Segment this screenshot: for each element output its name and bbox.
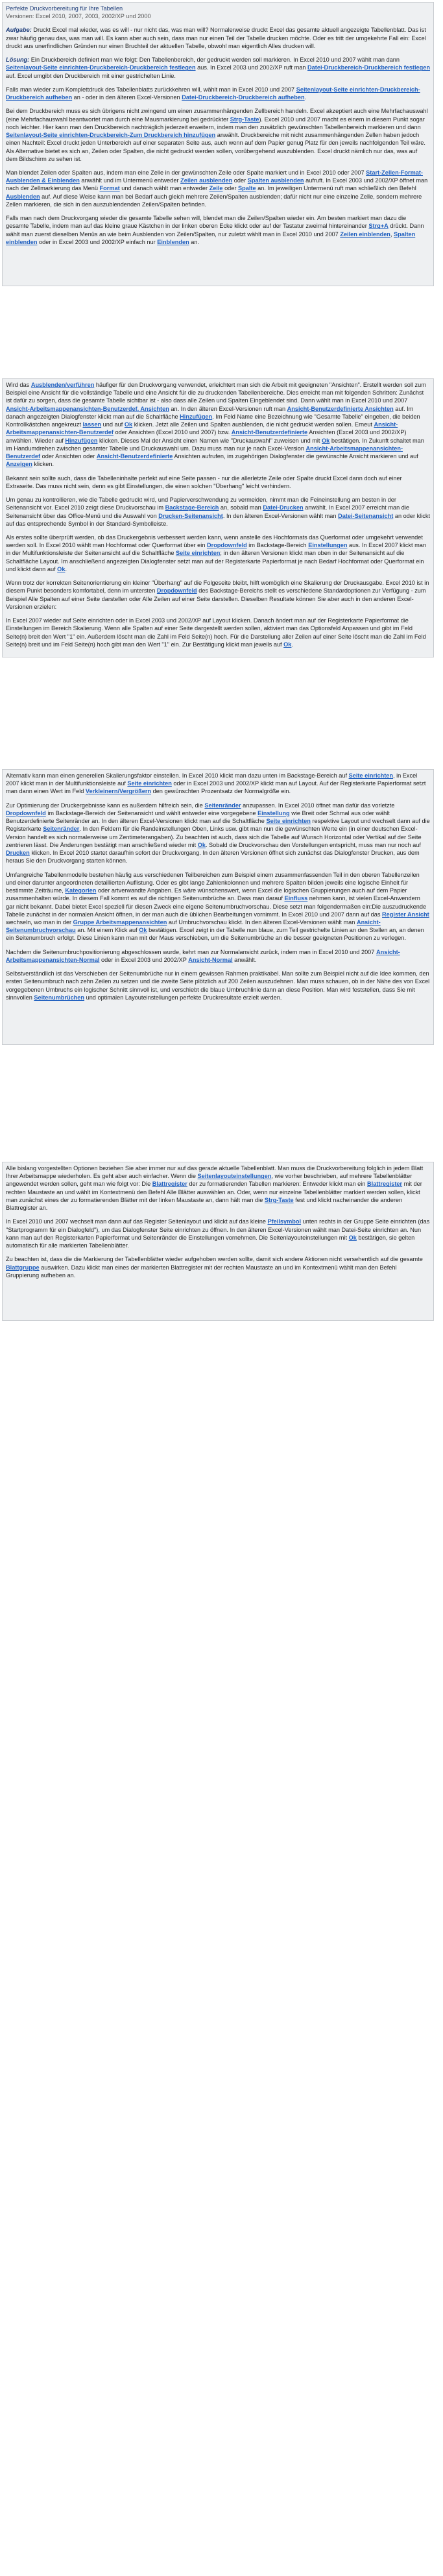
body-text: wechseln, wo man in der [6, 918, 73, 926]
menu-path-link[interactable]: Ausblenden [6, 193, 40, 200]
body-text: aufruft. In Excel 2003 und 2002/XP öffnet man nach der Zellmarkierung das Menü [6, 177, 428, 192]
menu-path-link[interactable]: Einfluss [284, 895, 308, 902]
body-text: , in Excel 2007 klickt man in der Multifunktionsleiste auf [6, 772, 418, 787]
body-text: Zu beachten ist, dass die die Markierung der Tabellenblätter wieder aufgehoben werden sollte, damit sich andere Aktionen nicht versehentlich auf die gesamte [6, 1256, 423, 1263]
body-text: . In den älteren Excel-Versionen wählt man [222, 512, 339, 519]
body-text: Alternativ kann man einen generellen Skalierungsfaktor einstellen. In Excel 2010 klickt man dazu unten im Backstage-Bereich auf [6, 772, 349, 779]
body-text: aus. In Excel 2007 klickt man in der Multifunktionsleiste der Seitenansicht auf die Schaltfläche [6, 542, 427, 557]
body-text: . [304, 94, 307, 101]
body-text: . In den Feldern für die Randeinstellungen Oben, Links usw. gibt man nun die gewünschten Werte ein (in einer deutschen Excel-Version handelt es sich normalerweise um Zentimeterangaben). Zu beachten ist auch, dass sich die Tabelle auf Wunsch Horizontal oder Vertikal auf der Seite zentrieren lässt. Die Änderungen bestätigt man anschließend wieder mit [6, 826, 422, 848]
paragraph [6, 214, 430, 246]
body-text: anwählt. In Excel 2007 erreicht man die Seitenansicht über das Office-Menü und die Auswahl von [6, 504, 410, 519]
menu-path-link[interactable]: Backstage-Bereich [165, 504, 219, 511]
paragraph [6, 474, 430, 490]
body-text: aus. In Excel 2003 und 2002/XP ruft man [195, 64, 308, 71]
menu-path-link[interactable]: Spalte [238, 185, 256, 192]
menu-path-link[interactable]: Seitenränder [204, 802, 241, 809]
menu-path-link[interactable]: Strg-Taste [230, 116, 259, 123]
paragraph [6, 107, 430, 163]
paragraph [6, 948, 430, 964]
menu-path-link[interactable]: Einstellung [257, 809, 290, 816]
paragraph [6, 802, 430, 865]
paragraph [6, 169, 430, 208]
body-text: Wenn trotz der korrekten Seitenorientierung ein kleiner "Überhang" auf die Folgeseite bleibt, hilft womöglich eine Skalierung der Druckausgabe. Excel 2010 ist in diesem Punkt besonders komfortabel, denn im untersten [6, 580, 429, 595]
menu-path-link[interactable]: Pfeilsymbol [267, 1218, 302, 1225]
body-text: Man blendet Zeilen oder Spalten aus, indem man eine Zelle in der gewünschten Zeile oder Spalte markiert und in Excel 2010 oder 2007 [6, 169, 366, 176]
body-text: und auf [101, 421, 125, 428]
menu-path-link[interactable]: Ok [124, 421, 133, 428]
body-text: Falls man wieder zum Komplettdruck des Tabellenblatts zurückkehren will, wählt man in Excel 2010 und 2007 [6, 86, 296, 93]
body-text: an. Mit einem Klick auf [75, 927, 139, 934]
menu-path-link[interactable]: Einblenden [157, 238, 189, 245]
body-text: Zur Optimierung der Druckergebnisse kann es außerdem hilfreich sein, die [6, 802, 205, 809]
paragraph [6, 534, 430, 573]
body-text: anzupassen. In Excel 2010 öffnet man dafür das vorletzte [241, 802, 395, 809]
paragraph-label: Aufgabe: [6, 27, 32, 34]
menu-path-link[interactable]: Drucken-Seitenansicht [158, 512, 223, 519]
menu-path-link[interactable]: Strg+A [368, 223, 389, 230]
body-text: an. Im jeweiligen Untermenü ruft man schließlich den Befehl [256, 185, 416, 192]
body-text: klicken. Jetzt alle Zeilen und Spalten ausblenden, die nicht gedruckt werden sollen. Erneut [132, 421, 374, 428]
menu-path-link[interactable]: Seitenlayout-Seite einrichten-Druckbereich-Druckbereich aufheben [6, 86, 420, 101]
menu-path-link[interactable]: Seitenlayout-Seite einrichten-Druckbereich-Druckbereich festlegen [6, 64, 196, 71]
whitespace-gap-3 [2, 1045, 434, 1162]
body-text: In Excel 2007 wieder auf Seite einrichten oder in Excel 2003 und 2002/XP auf Layout klicken. Danach ändert man auf der Registerkarte Papierformat die Einstellungen im Bereich Skalierung. Wenn alle Spalten auf einer Seite dargestellt werden sollen, aktiviert man das Optionsfeld Anpassen und gibt im Feld Seite(n) breit den Wert "1" ein. Außerdem löscht man die Zahl im Feld Seite(n) hoch. Für die Darstellung aller Zeilen auf einer Seite löscht man die Zahl im Feld Seite(n) breit und im Feld Seite(n) hoch gibt man den Wert "1" ein. Zur Bestätigung klickt man jeweils auf [6, 617, 426, 648]
body-text: auf. Im danach angezeigten Dialogfenster klickt man auf die Schaltfläche [6, 405, 414, 420]
menu-path-link[interactable]: Format [99, 185, 120, 192]
menu-path-link[interactable]: Anzeigen [6, 461, 32, 468]
article-section-3 [2, 769, 434, 1045]
menu-path-link[interactable]: Dropdownfeld [206, 542, 247, 549]
menu-path-link[interactable]: Einstellungen [308, 542, 348, 549]
body-text: klicken. In Excel 2010 startet daraufhin sofort der Druckvorgang. In den älteren Versionen öffnet sich zunächst das Dialogfenster Drucken, aus dem heraus Sie den Druckvorgang starten können. [6, 850, 420, 865]
menu-path-link[interactable]: Start-Zellen-Format-Ausblenden & Einblenden [6, 169, 423, 184]
paragraph [6, 496, 430, 528]
body-text: , [390, 230, 394, 238]
menu-path-link[interactable]: Strg-Taste [264, 1196, 294, 1203]
body-text: oder [232, 177, 248, 184]
body-text: klicken. [32, 461, 54, 468]
article-section-4 [2, 1162, 434, 1321]
body-text: auf. Excel umgibt den Druckbereich mit einer gestrichelten Linie. [6, 72, 176, 79]
menu-path-link[interactable]: Ansicht-Normal [188, 956, 233, 963]
menu-path-link[interactable]: Ansicht-Seitenumbruchvorschau [6, 918, 381, 934]
body-text: oder in Excel 2003 und 2002/XP einfach nur [37, 238, 158, 245]
menu-path-link[interactable]: Seitenränder [43, 826, 80, 833]
version-info: Versionen: Excel 2010, 2007, 2003, 2002/XP und 2000 [6, 13, 151, 20]
body-text: Nachdem die Seitenumbruchpositionierung abgeschlossen wurde, kehrt man zur Normalansicht zurück, indem man in Excel 2010 und 2007 [6, 948, 376, 955]
menu-path-link[interactable]: Seite einrichten [266, 818, 311, 825]
section-4-text [6, 1164, 430, 1279]
menu-path-link[interactable]: Seitenumbrüchen [34, 994, 85, 1001]
body-text: auf. Auf diese Weise kann man bei Bedarf auch gleich mehrere Zeilen/Spalten ausblenden; dafür nicht nur eine einzelne Zelle, sondern mehrere Zellen markieren, die sich in den auszublendenden Zeilen/Spalten befinden. [6, 193, 422, 208]
body-text: oder artverwandte Angaben. Es wäre wünschenswert, wenn Excel die logischen Gruppierungen auch auf dem Papier zusammenhalten würde. In diesem Fall kommt es auf die richtigen Seitenumbrüche an. Dass man darauf [6, 887, 407, 902]
article-section-2 [2, 378, 434, 657]
body-text: nehmen kann, ist vielen Excel-Anwendern gar nicht bekannt. Dabei bietet Excel speziell für diesen Zweck eine eigene Seitenumbruchvorschau. Diese setzt man folgendermaßen ein:Die auszudruckende Tabelle zunächst in der normalen Ansicht öffnen, in der man auch die üblichen Bearbeitungen vornimmt. In Excel 2010 und 2007 dann auf das [6, 895, 427, 918]
body-text: In Excel 2010 und 2007 wechselt man dann auf das Register Seitenlayout und klickt auf das kleine [6, 1218, 268, 1225]
menu-path-link[interactable]: Zeilen einblenden [340, 230, 390, 238]
menu-path-link[interactable]: Blattgruppe [6, 1264, 40, 1271]
body-text: an, sobald man [219, 504, 263, 511]
body-text: respektive Layout und wechselt dann auf die Registerkarte [6, 818, 430, 833]
body-text: oder in Excel 2003 und 2002/XP klickt man auf Layout. Auf der Registerkarte Papierformat setzt man dann einen Wert im Feld [6, 780, 426, 795]
body-text: an - oder in den älteren Excel-Versionen [72, 94, 182, 101]
body-text: und danach wählt man entweder [119, 185, 210, 192]
body-text: klicken. Dieses Mal der Ansicht einen Namen wie "Druckauswahl" zuweisen und mit [97, 437, 322, 444]
body-text: Um genau zu kontrollieren, wie die Tabelle gedruckt wird, und Papierverschwendung zu vermeiden, nimmt man die Feineinstellung am besten in der Seitenansicht vor. Excel 2010 zeigt diese Druckvorschau im [6, 497, 396, 511]
menu-path-link[interactable]: Datei-Druckbereich-Druckbereich aufheben [182, 94, 305, 101]
body-text: bestätigen. In Zukunft schaltet man im Handumdrehen zwischen gesamter Tabelle und Druckauswahl um. Dazu muss man nur je nach Excel-Version [6, 437, 424, 452]
body-text: Falls man nach dem Druckvorgang wieder die gesamte Tabelle sehen will, blendet man die Zeilen/Spalten wieder ein. Am besten markiert man dazu die gesamte Tabelle, indem man auf das kleine graue Kästchen in der linken oberen Ecke klickt oder auf der Tastatur zweimal hintereinander [6, 215, 407, 230]
menu-path-link[interactable]: Blattregister [152, 1181, 187, 1188]
menu-path-link[interactable]: Ok [283, 641, 292, 648]
page-bottom-whitespace [2, 1321, 434, 2576]
body-text: Alle bislang vorgestellten Optionen beziehen Sie aber immer nur auf das gerade aktuelle Tabellenblatt. Man muss die Druckvorbereitung folglich in jedem Blatt Ihrer Arbeitsmappe wiederholen. Es geht aber auch einfacher. Wenn die [6, 1165, 424, 1180]
body-text: bestätigen. Excel zeigt in der Tabelle nun blaue, zum Teil gestrichelte Linien an den Stellen an, an denen ein Seitenumbruch erfolgt. Diese Linien kann man mit der Maus verschieben, um die Seitenumbrüche an die besser geeigneten Positionen zu verlegen. [6, 927, 424, 942]
paragraph [6, 871, 430, 942]
section-2-text [6, 381, 430, 648]
menu-path-link[interactable]: Hinzufügen [180, 413, 213, 420]
menu-path-link[interactable]: Dropdownfeld [156, 587, 197, 595]
body-text: anwählt und im Untermenü entweder [79, 177, 181, 184]
body-text: im Backstage-Bereich [246, 542, 309, 549]
body-text: ). Excel 2010 und 2007 macht es einem in diesem Punkt sogar noch leichter. Hier kann man den Druckbereich nachträglich jederzeit erweitern, indem man den zusätzlich gewünschten Tabellenbereich markieren und dann [6, 116, 425, 130]
paragraph [6, 56, 430, 80]
section-3-text [6, 772, 430, 1001]
menu-path-link[interactable]: Spalten einblenden [6, 230, 416, 245]
menu-path-link[interactable]: Gruppe Arbeitsmappenansichten [73, 918, 167, 926]
paragraph-label: Lösung: [6, 56, 30, 64]
whitespace-gap-1 [2, 286, 434, 378]
menu-path-link[interactable]: Spalten ausblenden [247, 177, 304, 184]
paragraph [6, 1255, 430, 1279]
body-text: Bei dem Druckbereich muss es sich übrigens nicht zwingend um einen zusammenhängenden Zellbereich handeln. Excel akzeptiert auch eine Mehrfachauswahl (eine Mehrfachauswahl beantwortet man durch eine Mausmarkierung bei gedrückter [6, 108, 428, 123]
menu-path-link[interactable]: lassen [82, 421, 102, 428]
paragraph [6, 772, 430, 796]
body-text: im Backstage-Bereich der Seitenansicht und wählt entweder eine vorgegebene [45, 809, 258, 816]
body-text: der zu formatierenden Tabellen markieren: Entweder klickt man ein [187, 1181, 367, 1188]
paragraph [6, 381, 430, 469]
body-text: anwählt. Druckbereiche mit nicht zusammenhängenden Zellen haben jedoch einen Nachteil: Excel druckt jeden Unterbereich auf einer separaten Seite aus, auch wenn auf dem Papier genug Platz für den jeweils nachfolgenden Teil wäre. Als Alternative bietet es sich an, Zeilen oder Spalten, die nicht gedruckt werden sollen, vorübergehend auszublenden. Excel druckt nämlich nur das, was auf dem Bildschirm zu sehen ist. [6, 132, 425, 162]
body-text: auswirken. Dazu klickt man eines der markierten Blattregister mit der rechten Maustaste an und im Kontextmenü wählt man den Befehl Gruppierung aufheben an. [6, 1264, 397, 1279]
body-text: oder in Excel 2003 und 2002/XP [99, 956, 189, 963]
menu-path-link[interactable]: Verkleinern/Vergrößern [85, 788, 152, 795]
body-text: Bekannt sein sollte auch, dass die Tabelleninhalte perfekt auf eine Seite passen - nur die allerletzte Zeile oder Spalte druckt Excel dann doch auf einer Extraseite. Das muss nicht sein, denn es gibt Einstellungen, die einen solchen "Überhang" leicht verhindern. [6, 474, 402, 489]
body-text: Als erstes sollte überprüft werden, ob das Druckergebnis verbessert werden kann, wenn anstelle des Hochformats das Querformat oder umgekehrt verwendet werden soll. In Excel 2010 wählt man Hochformat oder Querformat über ein [6, 534, 423, 549]
body-text: . Im Feld Name eine Bezeichnung wie "Gesamte Tabelle" eingeben, die beiden Kontrollkästchen angekreuzt [6, 413, 420, 428]
whitespace-gap-2 [2, 657, 434, 769]
menu-path-link[interactable]: Hinzufügen [65, 437, 98, 444]
body-text: an oder klickt auf das entsprechende Symbol in der Standard-Symbolleiste. [6, 512, 431, 527]
body-text: anwählt. [232, 956, 257, 963]
body-text: , wie vorher beschrieben, auf mehrere Tabellenblätter angewendet werden sollen, geht man wie folgt vor: Die [6, 1173, 413, 1188]
body-text: Wird das [6, 382, 31, 388]
paragraph [6, 1164, 430, 1212]
menu-path-link[interactable]: Ansicht-Benutzerdefinierte Ansichten [287, 405, 394, 412]
menu-path-link[interactable]: Kategorien [65, 887, 97, 894]
menu-path-link[interactable]: Ok [197, 841, 206, 848]
menu-path-link[interactable]: Ausblenden/verführen [30, 382, 95, 388]
body-text: oder [222, 185, 239, 192]
article-section-1 [2, 2, 434, 286]
menu-path-link[interactable]: Seite einrichten [176, 550, 221, 557]
body-text: Umfangreiche Tabellenmodelle bestehen häufig aus verschiedenen Teilbereichen zum Beispiel einem zusammenfassenden Teil in den oberen Tabellenzeilen und einer darunter angeordneten detaillierten Auflistung. Oder es gibt lange Zahlenkolonnen und mehrere Spalten bilden jeweils eine logische Einheit für bestimmte Zeiträume, [6, 871, 420, 894]
menu-path-link[interactable]: Datei-Druckbereich-Druckbereich festlegen [307, 64, 430, 71]
body-text: unten rechts in der Gruppe Seite einrichten (das "Startprogramm für ein Dialogfeld"), um das Dialogfenster Seite einrichten zu öffnen. In den älteren Excel-Versionen wählt man Datei-Seite einrichten an. Nun kann man auf den Registerkarten Papierformat und Seitenränder die Einstellungen vornehmen. Die Seitenlayouteinstellungen mit [6, 1218, 430, 1241]
body-text: an. [189, 238, 200, 245]
body-text: den gewünschten Prozentsatz der Normalgröße ein. [151, 788, 291, 795]
body-text: fest und klickt nacheinander die anderen Blattregister an. [6, 1196, 403, 1212]
section-1-text [6, 26, 430, 246]
body-text: mit der rechten Maustaste an und wählt im Kontextmenü den Befehl Alle Blätter auswählen an. Oder, wenn nur einzelne Tabellenblätter markiert werden sollen, klickt man zunächst eines der zu formatierenden Blätter mit der linken Maustaste an, dann hält man die [6, 1181, 422, 1203]
menu-path-link[interactable]: Zeile [209, 185, 223, 192]
body-text: oder Ansichten oder [40, 453, 97, 460]
menu-path-link[interactable]: Ansicht-Benutzerdefinierte [96, 453, 173, 460]
menu-path-link[interactable]: Datei-Seitenansicht [338, 512, 394, 519]
body-text: häufiger für den Druckvorgang verwendet, erleichtert man sich die Arbeit mit geeigneten "Ansichten". Erstellt werden soll zum Beispiel eine Ansicht für die vollständige Tabelle und eine Ansicht für die zu druckenden Tabellenbereiche. Dies erreicht man mit folgenden Schritten: Zunächst ist dafür zu sorgen, dass die gesamte Tabelle sichtbar ist - also dass alle Zeilen und Spalten Eingeblendet sind. Dann wählt man in Excel 2010 und 2007 [6, 382, 426, 404]
body-text: des Backstage-Bereichs stellt es verschiedene Standardoptionen zur Verfügung - zum Beispiel Alle Spalten auf einer Seite darstellen oder Alle Zeilen auf einer Seite darstellen. Dieselben Resultate können Sie aber auch in den anderen Excel-Versionen erzielen: [6, 587, 426, 610]
body-text: . [291, 641, 293, 648]
paragraph [6, 617, 430, 648]
menu-path-link[interactable]: Zeilen ausblenden [180, 177, 233, 184]
menu-path-link[interactable]: Datei-Drucken [263, 504, 304, 511]
menu-path-link[interactable]: Drucken [6, 850, 30, 857]
body-text: auf Umbruchvorschau klickt. In den älteren Excel-Versionen wählt man [167, 918, 357, 926]
body-text: und optimalen Layouteinstellungen perfekte Druckresultate erzielt werden. [84, 994, 282, 1001]
menu-path-link[interactable]: Seite einrichten [348, 772, 393, 779]
body-text: Ein Druckbereich definiert man wie folgt: Den Tabellenbereich, der gedruckt werden soll markieren. In Excel 2010 und 2007 wählt man dann [29, 56, 400, 64]
menu-path-link[interactable]: Ansicht-Arbeitsmappenansichten-Normal [6, 948, 400, 963]
body-text: Ansichten aufrufen, im zugehörigen Dialogfenster die gewünschte Ansicht markieren und auf [173, 453, 418, 460]
body-text: wie Breit oder Schmal aus oder wählt Benutzerdefinierte Seitenränder an. In den älteren Excel-Versionen klickt man auf die Schaltfläche [6, 809, 390, 825]
menu-path-link[interactable]: Seitenlayouteinstellungen [197, 1173, 272, 1180]
paragraph [6, 1218, 430, 1249]
menu-path-link[interactable]: Ok [322, 437, 330, 444]
menu-path-link[interactable]: Ansicht-Arbeitsmappenansichten-Benutzerdef [6, 445, 403, 460]
body-text: ; in den älteren Versionen klickt man oben in der Seitenansicht auf die Schaltfläche Layout. Im anschließend angezeigten Dialogfenster setzt man auf der Registerkarte Papierformat je nach Bedarf Hochformat oder Querformat ein und klickt dann auf [6, 550, 424, 572]
menu-path-link[interactable]: Ok [57, 565, 66, 572]
menu-path-link[interactable]: Ok [139, 927, 147, 934]
body-text: oder Ansichten (Excel 2010 und 2007) bzw. [113, 429, 232, 436]
paragraph [6, 86, 430, 101]
menu-path-link[interactable]: Ansicht-Arbeitsmappenansichten-Benutzerdef [6, 421, 398, 436]
paragraph [6, 579, 430, 611]
body-text: drückt. Dann wählt man zuerst dieselben Menüs an wie beim Ausblenden von Zeilen/Spalten, nur zuletzt wählt man in Excel 2010 und 2007 [6, 223, 424, 238]
body-text: . [65, 565, 67, 572]
body-text: Selbstverständlich ist das Verschieben der Seitenumbrüche nur in einem gewissen Rahmen praktikabel. Man sollte zum Beispiel nicht auf die Idee kommen, den ersten Seitenumbruch nach zehn Zeilen zu setzen und die zweite Seite plötzlich auf 200 Zeilen auszudehnen. Man muss schauen, ob in der Nähe des von Excel vorgegebenen Umbruchs ein logischer Schnitt sinnvoll ist, und verschiebt die blaue Umbruchlinie dann an diese Position. Man wird feststellen, dass Sie mit sinnvollen [6, 970, 430, 1001]
body-text: . Sobald die Druckvorschau den Vorstellungen entspricht, muss man nur noch auf [205, 841, 421, 848]
body-text: Ansichten (Excel 2003 und 2002/XP) anwählen. Wieder auf [6, 429, 407, 444]
menu-path-link[interactable]: Dropdownfeld [6, 809, 46, 816]
paragraph [6, 26, 430, 50]
menu-path-link[interactable]: Ansicht-Arbeitsmappenansichten-Benutzerdef. Ansichten [6, 405, 169, 412]
menu-path-link[interactable]: Blattregister [367, 1181, 403, 1188]
body-text: bestätigen, sie gelten automatisch für alle markierten Tabellenblätter. [6, 1234, 415, 1249]
menu-path-link[interactable]: Register Ansicht [382, 911, 429, 918]
body-text: an. In den älteren Excel-Versionen ruft man [169, 405, 287, 412]
menu-path-link[interactable]: Ansicht-Benutzerdefinierte [231, 429, 308, 436]
menu-path-link[interactable]: Ok [348, 1234, 357, 1241]
body-text: Druckt Excel mal wieder, was es will - nur nicht das, was man will? Normalerweise druckt Excel das gesamte aktuell angezeigte Tabellenblatt. Das ist zwar häufig genau das, was man will. Es kann aber auch sein, dass man nur einen Teil der Tabelle drucken möchte. Oder es tritt der umgekehrte Fall ein: Excel druckt aus unerfindlichen Gründen nur einen Bruchteil der aktuellen Tabelle, obwohl man eigentlich Alles drucken will. [6, 27, 426, 49]
menu-path-link[interactable]: Seite einrichten [127, 780, 172, 787]
paragraph [6, 970, 430, 1001]
article-title: Perfekte Druckvorbereitung für Ihre Tabellen [6, 5, 123, 12]
menu-path-link[interactable]: Seitenlayout-Seite einrichten-Druckbereich-Zum Druckbereich hinzufügen [6, 132, 216, 139]
